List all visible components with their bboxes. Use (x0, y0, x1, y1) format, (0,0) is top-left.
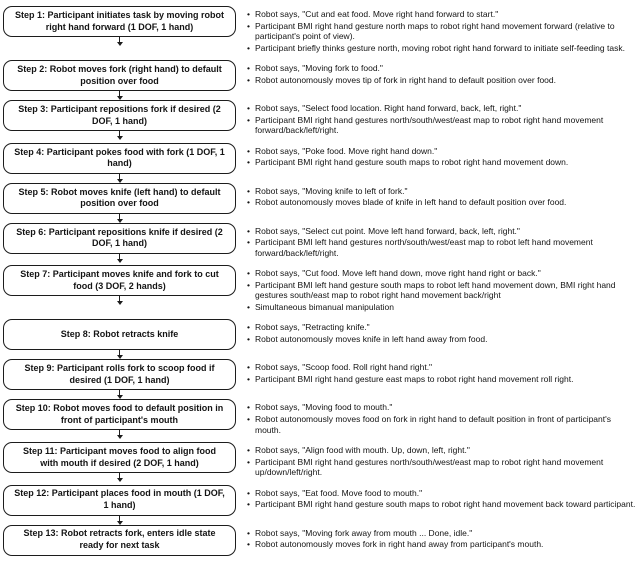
flow-step-box-column (3, 525, 236, 557)
down-arrow-icon (117, 214, 123, 223)
flow-step-row (3, 60, 638, 100)
flow-step-row (3, 359, 638, 399)
flow-step-box-column (3, 485, 236, 525)
step-bullets (236, 223, 638, 266)
step-box (3, 6, 236, 37)
step-box-label: Step 4: Participant pokes food with fork (1 DOF, 1 hand) (14, 146, 225, 169)
down-arrow-icon (117, 516, 123, 525)
step-bullets (236, 100, 638, 143)
arrow-head (117, 136, 123, 140)
flow-step-row (3, 399, 638, 442)
bullet-item: • Robot autonomously moves knife in left hand away from food. (247, 334, 636, 345)
step-bullets (236, 183, 638, 223)
step-box-label: Step 6: Participant repositions knife if desired (2 DOF, 1 hand) (16, 226, 223, 249)
bullet-item: • Robot says, "Moving fork away from mouth ... Done, idle." (247, 528, 636, 539)
bullet-item: • Robot says, "Moving fork to food." (247, 63, 636, 74)
bullet-item: • Participant BMI left hand gestures north/south/west/east map to robot left hand movement forward/back/left/right. (247, 237, 636, 258)
step-box (3, 100, 236, 131)
flow-step-box-column (3, 359, 236, 399)
bullet-item: • Robot autonomously moves tip of fork in right hand to default position over food. (247, 75, 636, 86)
flow-step-box-column (3, 143, 236, 183)
bullet-item: • Robot says, "Cut food. Move left hand down, move right hand right or back." (247, 268, 636, 279)
bullet-item: • Participant BMI right hand gesture south maps to robot right hand movement down. (247, 157, 636, 168)
step-bullets (236, 485, 638, 525)
down-arrow-icon (117, 430, 123, 439)
bullet-item: • Participant BMI right hand gesture north maps to robot right hand movement forward (relative to participant's point of view). (247, 21, 636, 42)
step-box-label: Step 12: Participant places food in mouth (1 DOF, 1 hand) (14, 488, 225, 511)
bullet-item: • Robot says, "Retracting knife." (247, 322, 636, 333)
flow-step-row (3, 6, 638, 60)
step-box (3, 485, 236, 516)
step-box-label: Step 10: Robot moves food to default position in front of participant's mouth (15, 403, 224, 425)
bullet-item: • Participant briefly thinks gesture north, moving robot right hand forward to initiate self-feeding task. (247, 43, 636, 54)
step-bullets (236, 442, 638, 485)
step-box-label: Step 7: Participant moves knife and fork to cut food (3 DOF, 2 hands) (20, 269, 219, 291)
down-arrow-icon (117, 174, 123, 183)
step-bullets (236, 60, 638, 100)
flow-step-row (3, 100, 638, 143)
arrow-head (117, 435, 123, 439)
arrow-head (117, 259, 123, 263)
step-box-label: Step 3: Participant repositions fork if desired (2 DOF, 1 hand) (18, 103, 221, 126)
bullet-item: • Robot autonomously moves blade of knife in left hand to default position over food. (247, 197, 636, 208)
step-box (3, 265, 236, 296)
flow-step-box-column (3, 223, 236, 266)
step-bullets (236, 319, 638, 359)
flow-step-row (3, 223, 638, 266)
flow-step-box-column (3, 319, 236, 359)
flow-step-row (3, 143, 638, 183)
flow-step-row (3, 319, 638, 359)
step-bullets (236, 359, 638, 399)
step-box-label: Step 2: Robot moves fork (right hand) to default position over food (17, 63, 222, 86)
bullet-item: • Robot says, "Poke food. Move right hand down." (247, 146, 636, 157)
bullet-item: • Robot says, "Align food with mouth. Up, down, left, right." (247, 445, 636, 456)
flow-step-row (3, 183, 638, 223)
step-box (3, 399, 236, 430)
step-bullets (236, 265, 638, 319)
bullet-item: • Robot says, "Select food location. Right hand forward, back, left, right." (247, 103, 636, 114)
step-box-label: Step 11: Participant moves food to align food with mouth if desired (2 DOF, 1 hand) (22, 445, 217, 468)
down-arrow-icon (117, 350, 123, 359)
down-arrow-icon (117, 390, 123, 399)
step-bullets (236, 143, 638, 183)
flow-step-box-column (3, 399, 236, 442)
flow-step-box-column (3, 183, 236, 223)
step-box (3, 442, 236, 473)
step-box-label: Step 13: Robot retracts fork, enters idle state ready for next task (23, 528, 216, 551)
flow-step-row (3, 442, 638, 485)
step-box-label: Step 9: Participant rolls fork to scoop food if desired (1 DOF, 1 hand) (24, 363, 215, 385)
step-box (3, 223, 236, 254)
bullet-item: • Robot says, "Moving knife to left of fork." (247, 186, 636, 197)
flow-step-box-column (3, 442, 236, 485)
step-box (3, 183, 236, 214)
bullet-item: • Simultaneous bimanual manipulation (247, 302, 636, 313)
bullet-item: • Participant BMI right hand gesture east maps to robot right hand movement roll right. (247, 374, 636, 385)
flow-step-row (3, 265, 638, 319)
flow-step-row (3, 485, 638, 525)
down-arrow-icon (117, 254, 123, 263)
step-box (3, 319, 236, 350)
flow-step-box-column (3, 265, 236, 319)
bullet-item: • Participant BMI right hand gestures north/south/west/east map to robot right hand movement forward/back/left/right. (247, 115, 636, 136)
step-bullets (236, 525, 638, 557)
bullet-item: • Participant BMI right hand gestures north/south/west/east map to robot right hand movement up/down/left/right. (247, 457, 636, 478)
bullet-item: • Participant BMI right hand gesture south maps to robot right hand movement back toward participant. (247, 499, 636, 510)
flow-step-box-column (3, 100, 236, 143)
step-box-label: Step 8: Robot retracts knife (60, 329, 179, 340)
bullet-item: • Participant BMI left hand gesture south maps to robot left hand movement down, BMI right hand gestures south/east map to robot right hand movement back/right (247, 280, 636, 301)
down-arrow-icon (117, 131, 123, 140)
down-arrow-icon (117, 37, 123, 46)
arrow-head (117, 42, 123, 46)
bullet-item: • Robot says, "Scoop food. Roll right hand right." (247, 362, 636, 373)
step-bullets (236, 6, 638, 60)
step-box (3, 359, 236, 390)
flow-step-row (3, 525, 638, 557)
step-box (3, 143, 236, 174)
bullet-item: • Robot says, "Cut and eat food. Move right hand forward to start." (247, 9, 636, 20)
step-box (3, 525, 236, 556)
down-arrow-icon (117, 91, 123, 100)
step-box-label: Step 5: Robot moves knife (left hand) to default position over food (18, 186, 221, 209)
down-arrow-icon (117, 473, 123, 482)
flow-step-box-column (3, 6, 236, 60)
arrow-head (117, 478, 123, 482)
bullet-item: • Robot says, "Eat food. Move food to mouth." (247, 488, 636, 499)
bullet-item: • Robot says, "Select cut point. Move left hand forward, back, left, right." (247, 226, 636, 237)
arrow-head (117, 301, 123, 305)
down-arrow-icon (117, 296, 123, 305)
bullet-item: • Robot autonomously moves food on fork in right hand to default position in front of participant's mouth. (247, 414, 636, 435)
flow-step-box-column (3, 60, 236, 100)
step-box-label: Step 1: Participant initiates task by moving robot right hand forward (1 DOF, 1 hand) (14, 9, 225, 32)
step-box (3, 60, 236, 91)
bullet-item: • Robot autonomously moves fork in right hand away from participant's mouth. (247, 539, 636, 550)
bullet-item: • Robot says, "Moving food to mouth." (247, 402, 636, 413)
step-bullets (236, 399, 638, 442)
